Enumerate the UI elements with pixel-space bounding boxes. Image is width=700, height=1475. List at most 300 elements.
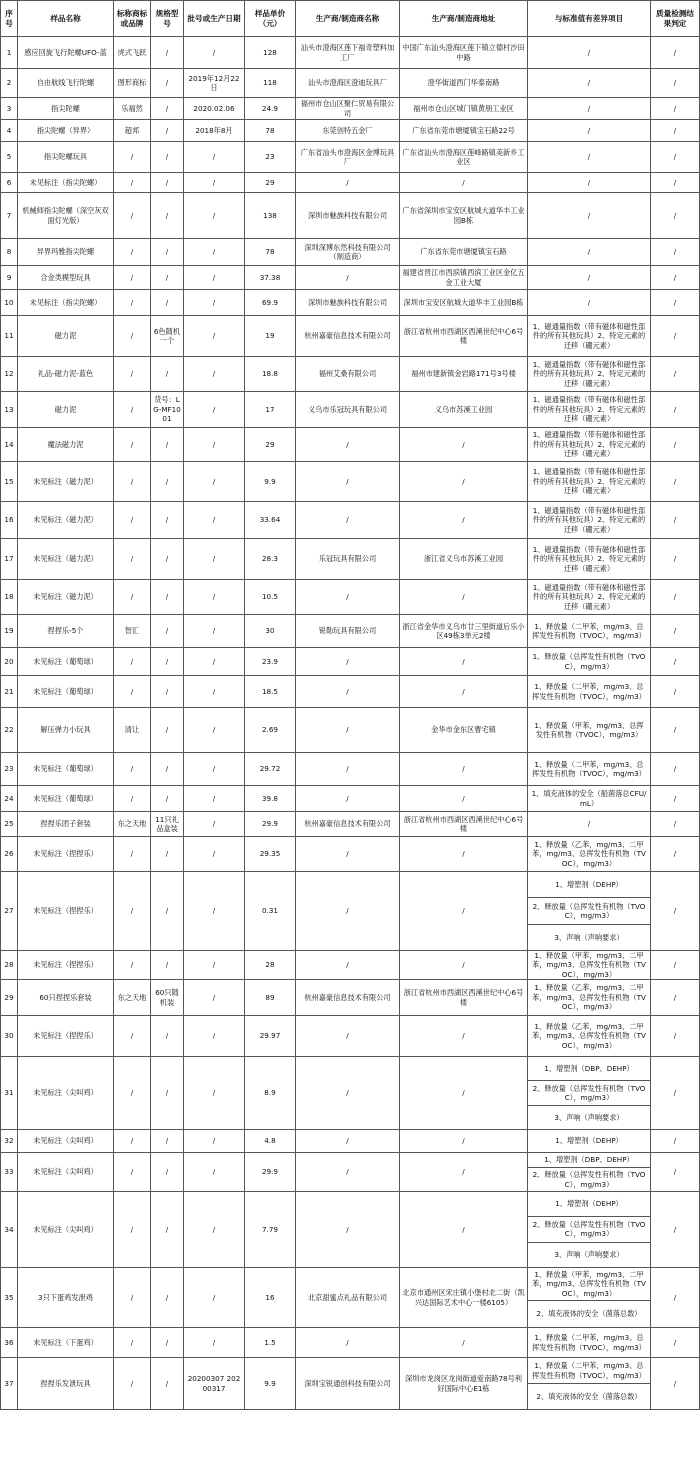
- brand-cell: /: [114, 872, 151, 951]
- table-row: [1, 142, 700, 173]
- manufacturer-name-cell: /: [296, 1130, 400, 1153]
- brand-cell: /: [114, 786, 151, 812]
- diff-items-cell: [528, 428, 651, 462]
- diff-item: /: [587, 78, 591, 88]
- sample-no-cell: 32: [1, 1130, 18, 1153]
- sample-no-cell: 27: [1, 872, 18, 951]
- sample-no-cell: 15: [1, 462, 18, 502]
- header-result: 质量检测结果判定: [651, 1, 700, 37]
- sample-name-cell: 捏捏乐-5个: [18, 615, 114, 648]
- unit-price-cell: 2.69: [245, 708, 296, 753]
- spec-model-cell: /: [151, 615, 184, 648]
- batch-date-cell: /: [184, 615, 245, 648]
- manufacturer-name-cell: /: [296, 648, 400, 676]
- manufacturer-name-cell: /: [296, 580, 400, 615]
- table-row: [1, 708, 700, 753]
- manufacturer-name-cell: /: [296, 786, 400, 812]
- diff-item: /: [587, 210, 591, 220]
- sample-no-cell: 31: [1, 1057, 18, 1130]
- batch-date-cell: /: [184, 872, 245, 951]
- header-spec-model: 规格型号: [151, 1, 184, 37]
- manufacturer-name-cell: /: [296, 502, 400, 539]
- result-cell: /: [651, 239, 700, 266]
- diff-items-cell: [528, 980, 651, 1016]
- manufacturer-address-cell: /: [400, 872, 528, 951]
- diff-items-cell: [528, 812, 651, 837]
- brand-cell: /: [114, 1268, 151, 1328]
- diff-items-cell: [528, 173, 651, 193]
- manufacturer-name-cell: 北京甜蜜点礼品有限公司: [296, 1268, 400, 1328]
- manufacturer-address-cell: /: [400, 1057, 528, 1130]
- diff-item: 1、增塑剂（DEHP）: [555, 879, 623, 889]
- diff-items-cell: [528, 951, 651, 980]
- unit-price-cell: 28: [245, 951, 296, 980]
- sample-name-cell: 解压弹力小玩具: [18, 708, 114, 753]
- diff-item: 1、增塑剂（DBP、DEHP）: [544, 1063, 634, 1073]
- sample-name-cell: 未见标注（葡萄球）: [18, 753, 114, 786]
- batch-date-cell: /: [184, 462, 245, 502]
- spec-model-cell: /: [151, 1153, 184, 1192]
- sample-name-cell: 捏捏乐团子套装: [18, 812, 114, 837]
- table-row: [1, 1057, 700, 1130]
- result-cell: /: [651, 1328, 700, 1358]
- brand-cell: /: [114, 837, 151, 872]
- table-row: [1, 266, 700, 290]
- unit-price-cell: 118: [245, 69, 296, 98]
- table-row: [1, 1016, 700, 1057]
- unit-price-cell: 69.9: [245, 290, 296, 316]
- brand-cell: 清让: [114, 708, 151, 753]
- manufacturer-name-cell: 东莞创特五金厂: [296, 120, 400, 142]
- manufacturer-name-cell: 汕头市澄海区莲下福奇塑料加工厂: [296, 37, 400, 69]
- diff-item: 1、释放量（二甲苯，mg/m3、总挥发性有机物（TVOC），mg/m3）: [532, 1333, 646, 1352]
- manufacturer-name-cell: /: [296, 1328, 400, 1358]
- table-row: [1, 69, 700, 98]
- sample-name-cell: 感应回旋飞行陀螺UFO-蓝: [18, 37, 114, 69]
- batch-date-cell: /: [184, 239, 245, 266]
- brand-cell: /: [114, 1153, 151, 1192]
- batch-date-cell: /: [184, 193, 245, 239]
- diff-items-cell: [528, 539, 651, 580]
- sample-no-cell: 20: [1, 648, 18, 676]
- brand-cell: /: [114, 290, 151, 316]
- diff-item: 3、声响（声响要求）: [528, 1105, 650, 1129]
- batch-date-cell: 20200307 20200317: [184, 1358, 245, 1410]
- table-row: [1, 951, 700, 980]
- diff-items-cell: [528, 37, 651, 69]
- sample-no-cell: 10: [1, 290, 18, 316]
- sample-no-cell: 2: [1, 69, 18, 98]
- table-row: [1, 812, 700, 837]
- diff-item: 1、释放量（乙苯，mg/m3、二甲苯，mg/m3、总挥发性有机物（TVOC），mg/m3）: [532, 1021, 646, 1050]
- sample-no-cell: 22: [1, 708, 18, 753]
- sample-no-cell: 33: [1, 1153, 18, 1192]
- unit-price-cell: 17: [245, 392, 296, 428]
- manufacturer-address-cell: 义乌市苏溪工业园: [400, 392, 528, 428]
- diff-items-cell: [528, 708, 651, 753]
- batch-date-cell: /: [184, 1130, 245, 1153]
- spec-model-cell: /: [151, 539, 184, 580]
- manufacturer-name-cell: /: [296, 708, 400, 753]
- sample-name-cell: 未见标注（尖叫鸡）: [18, 1153, 114, 1192]
- diff-item: 1、磁通量指数（带有磁体和磁性部件的所有其他玩具）2、特定元素的迁移（硼元素）: [532, 582, 646, 611]
- sample-no-cell: 30: [1, 1016, 18, 1057]
- table-row: [1, 753, 700, 786]
- result-cell: /: [651, 615, 700, 648]
- sample-name-cell: 60只捏捏乐套装: [18, 980, 114, 1016]
- manufacturer-address-cell: /: [400, 1328, 528, 1358]
- diff-items-cell: [528, 1130, 651, 1153]
- manufacturer-address-cell: 浙江省杭州市西湖区西溪世纪中心6号楼: [400, 980, 528, 1016]
- diff-item: 1、磁通量指数（带有磁体和磁性部件的所有其他玩具）2、特定元素的迁移（硼元素）: [532, 544, 646, 573]
- manufacturer-name-cell: /: [296, 1057, 400, 1130]
- manufacturer-name-cell: /: [296, 1016, 400, 1057]
- brand-cell: 虎式飞跃: [114, 37, 151, 69]
- spec-model-cell: /: [151, 1358, 184, 1410]
- diff-item: 1、填充液体的安全（船菌落总CFU/mL）: [531, 789, 647, 808]
- unit-price-cell: 29: [245, 173, 296, 193]
- spec-model-cell: /: [151, 142, 184, 173]
- unit-price-cell: 29.35: [245, 837, 296, 872]
- brand-cell: /: [114, 1192, 151, 1268]
- result-cell: /: [651, 1192, 700, 1268]
- result-cell: /: [651, 1358, 700, 1410]
- diff-item: 2、填充液体的安全（菌落总数）: [528, 1383, 650, 1409]
- sample-no-cell: 11: [1, 316, 18, 357]
- brand-cell: /: [114, 316, 151, 357]
- manufacturer-address-cell: /: [400, 648, 528, 676]
- diff-item: 2、释放量（总挥发性有机物（TVOC），mg/m3）: [528, 1216, 650, 1241]
- diff-items-cell: [528, 316, 651, 357]
- diff-items-cell: [528, 837, 651, 872]
- manufacturer-address-cell: /: [400, 173, 528, 193]
- batch-date-cell: /: [184, 1016, 245, 1057]
- spec-model-cell: /: [151, 1328, 184, 1358]
- sample-no-cell: 16: [1, 502, 18, 539]
- brand-cell: /: [114, 173, 151, 193]
- result-cell: /: [651, 648, 700, 676]
- spec-model-cell: /: [151, 502, 184, 539]
- sample-no-cell: 14: [1, 428, 18, 462]
- spec-model-cell: /: [151, 357, 184, 392]
- brand-cell: /: [114, 951, 151, 980]
- spec-model-cell: /: [151, 290, 184, 316]
- manufacturer-name-cell: /: [296, 676, 400, 708]
- batch-date-cell: /: [184, 502, 245, 539]
- manufacturer-name-cell: 杭州嘉豪信息技术有限公司: [296, 316, 400, 357]
- diff-item: 1、增塑剂（DEHP）: [555, 1136, 623, 1146]
- diff-items-cell: [528, 69, 651, 98]
- spec-model-cell: /: [151, 266, 184, 290]
- unit-price-cell: 9.9: [245, 1358, 296, 1410]
- table-body: [1, 37, 700, 1410]
- sample-no-cell: 29: [1, 980, 18, 1016]
- unit-price-cell: 18.8: [245, 357, 296, 392]
- manufacturer-address-cell: 浙江省杭州市西湖区西溪世纪中心6号楼: [400, 316, 528, 357]
- brand-cell: 乐福然: [114, 98, 151, 120]
- manufacturer-name-cell: 杭州嘉豪信息技术有限公司: [296, 812, 400, 837]
- spec-model-cell: /: [151, 428, 184, 462]
- sample-no-cell: 35: [1, 1268, 18, 1328]
- sample-no-cell: 1: [1, 37, 18, 69]
- unit-price-cell: 29.72: [245, 753, 296, 786]
- sample-no-cell: 26: [1, 837, 18, 872]
- batch-date-cell: /: [184, 142, 245, 173]
- diff-items-cell: [528, 1057, 651, 1130]
- result-cell: /: [651, 676, 700, 708]
- result-cell: /: [651, 786, 700, 812]
- manufacturer-address-cell: 深圳市龙岗区龙岗街道爱南路78号利好国际中心E1栋: [400, 1358, 528, 1410]
- diff-item: 1、释放量（甲苯，mg/m3、二甲苯，mg/m3、总挥发性有机物（TVOC），mg/m3）: [532, 950, 646, 979]
- sample-no-cell: 13: [1, 392, 18, 428]
- unit-price-cell: 18.5: [245, 676, 296, 708]
- diff-item: 2、释放量（总挥发性有机物（TVOC），mg/m3）: [528, 1167, 650, 1191]
- table-row: [1, 290, 700, 316]
- diff-item: 3、声响（声响要求）: [528, 1242, 650, 1267]
- batch-date-cell: /: [184, 708, 245, 753]
- sample-name-cell: 未见标注（葡萄球）: [18, 648, 114, 676]
- unit-price-cell: 89: [245, 980, 296, 1016]
- sample-name-cell: 捏捏乐发泄玩具: [18, 1358, 114, 1410]
- manufacturer-address-cell: 广东省汕头市澄海区莲峰路镇美新乡工业区: [400, 142, 528, 173]
- result-cell: /: [651, 428, 700, 462]
- table-row: [1, 193, 700, 239]
- sample-name-cell: 3只下蛋鸡发泄鸡: [18, 1268, 114, 1328]
- result-cell: /: [651, 142, 700, 173]
- unit-price-cell: 1.5: [245, 1328, 296, 1358]
- diff-items-cell: [528, 580, 651, 615]
- table-row: [1, 580, 700, 615]
- diff-items-cell: [528, 142, 651, 173]
- spec-model-cell: /: [151, 580, 184, 615]
- manufacturer-address-cell: 广东省深圳市宝安区航城大道华丰工业园B栋: [400, 193, 528, 239]
- manufacturer-address-cell: 浙江省杭州市西湖区西溪世纪中心6号楼: [400, 812, 528, 837]
- diff-item: 1、释放量（二甲苯，mg/m3、总挥发性有机物（TVOC），mg/m3）: [532, 682, 646, 701]
- sample-name-cell: 未见标注（磁力泥）: [18, 462, 114, 502]
- spec-model-cell: /: [151, 872, 184, 951]
- spec-model-cell: /: [151, 193, 184, 239]
- manufacturer-name-cell: 义乌市乐冠玩具有限公司: [296, 392, 400, 428]
- manufacturer-address-cell: 福州市仓山区城门镇黄朋工业区: [400, 98, 528, 120]
- result-cell: /: [651, 462, 700, 502]
- diff-items-cell: [528, 1328, 651, 1358]
- manufacturer-name-cell: /: [296, 266, 400, 290]
- batch-date-cell: /: [184, 1153, 245, 1192]
- manufacturer-address-cell: /: [400, 502, 528, 539]
- result-cell: /: [651, 290, 700, 316]
- diff-items-cell: [528, 357, 651, 392]
- result-cell: /: [651, 1153, 700, 1192]
- manufacturer-address-cell: 北京市通州区宋庄镇小堡村北二街（凯兴达国际艺术中心一楼6105）: [400, 1268, 528, 1328]
- diff-item: 2、释放量（总挥发性有机物（TVOC），mg/m3）: [528, 1080, 650, 1104]
- manufacturer-name-cell: 深圳市魅族科技有限公司: [296, 290, 400, 316]
- spec-model-cell: /: [151, 1268, 184, 1328]
- unit-price-cell: 16: [245, 1268, 296, 1328]
- diff-item: /: [587, 177, 591, 187]
- unit-price-cell: 23: [245, 142, 296, 173]
- table-row: [1, 539, 700, 580]
- result-cell: /: [651, 120, 700, 142]
- header-brand: 标称商标或品牌: [114, 1, 151, 37]
- brand-cell: /: [114, 1016, 151, 1057]
- table-row: [1, 1192, 700, 1268]
- spec-model-cell: /: [151, 37, 184, 69]
- brand-cell: /: [114, 142, 151, 173]
- sample-no-cell: 19: [1, 615, 18, 648]
- table-row: [1, 615, 700, 648]
- diff-item: 1、增塑剂（DEHP）: [555, 1199, 623, 1209]
- result-cell: /: [651, 708, 700, 753]
- diff-item: 1、释放量（乙苯，mg/m3、二甲苯，mg/m3、总挥发性有机物（TVOC），mg/m3）: [532, 839, 646, 868]
- header-manufacturer-name: 生产商/制造商名称: [296, 1, 400, 37]
- diff-item: /: [587, 272, 591, 282]
- diff-item: /: [587, 819, 591, 829]
- batch-date-cell: /: [184, 812, 245, 837]
- batch-date-cell: /: [184, 951, 245, 980]
- spec-model-cell: /: [151, 951, 184, 980]
- result-cell: /: [651, 837, 700, 872]
- header-manufacturer-address: 生产商/制造商地址: [400, 1, 528, 37]
- result-cell: /: [651, 580, 700, 615]
- diff-items-cell: [528, 753, 651, 786]
- sample-no-cell: 36: [1, 1328, 18, 1358]
- result-cell: /: [651, 1130, 700, 1153]
- manufacturer-name-cell: /: [296, 1192, 400, 1268]
- sample-no-cell: 5: [1, 142, 18, 173]
- unit-price-cell: 28.3: [245, 539, 296, 580]
- diff-item: 1、磁通量指数（带有磁体和磁性部件的所有其他玩具）2、特定元素的迁移（硼元素）: [532, 430, 646, 459]
- result-cell: /: [651, 392, 700, 428]
- table-row: [1, 316, 700, 357]
- brand-cell: /: [114, 462, 151, 502]
- table-row: [1, 1358, 700, 1410]
- brand-cell: /: [114, 753, 151, 786]
- diff-item: 1、磁通量指数（带有磁体和磁性部件的所有其他玩具）2、特定元素的迁移（硼元素）: [532, 359, 646, 388]
- sample-no-cell: 4: [1, 120, 18, 142]
- diff-item: 2、填充液体的安全（菌落总数）: [528, 1300, 650, 1327]
- sample-name-cell: 未见标注（磁力泥）: [18, 539, 114, 580]
- diff-item: 1、磁通量指数（带有磁体和磁性部件的所有其他玩具）2、特定元素的迁移（硼元素）: [532, 505, 646, 534]
- manufacturer-address-cell: 澄华街道西门华泰南路: [400, 69, 528, 98]
- unit-price-cell: 78: [245, 120, 296, 142]
- spec-model-cell: /: [151, 1130, 184, 1153]
- table-row: [1, 462, 700, 502]
- unit-price-cell: 24.9: [245, 98, 296, 120]
- diff-items-cell: [528, 872, 651, 951]
- batch-date-cell: /: [184, 837, 245, 872]
- brand-cell: /: [114, 1328, 151, 1358]
- batch-date-cell: /: [184, 37, 245, 69]
- brand-cell: /: [114, 648, 151, 676]
- sample-name-cell: 未见标注（下蛋鸡）: [18, 1328, 114, 1358]
- manufacturer-address-cell: /: [400, 786, 528, 812]
- result-cell: /: [651, 1268, 700, 1328]
- result-cell: /: [651, 173, 700, 193]
- manufacturer-name-cell: /: [296, 1153, 400, 1192]
- manufacturer-address-cell: 福州市建新镇金岩路171号3号楼: [400, 357, 528, 392]
- sample-no-cell: 34: [1, 1192, 18, 1268]
- table-row: [1, 98, 700, 120]
- header-diff-items: 与标准值有差异项目: [528, 1, 651, 37]
- result-cell: /: [651, 266, 700, 290]
- spec-model-cell: /: [151, 173, 184, 193]
- manufacturer-name-cell: 乐冠玩具有限公司: [296, 539, 400, 580]
- manufacturer-address-cell: /: [400, 1130, 528, 1153]
- table-row: [1, 648, 700, 676]
- batch-date-cell: /: [184, 428, 245, 462]
- manufacturer-address-cell: /: [400, 462, 528, 502]
- header-unit-price: 样品单价（元）: [245, 1, 296, 37]
- sample-no-cell: 6: [1, 173, 18, 193]
- sample-name-cell: 磁力泥: [18, 392, 114, 428]
- sample-name-cell: 未见标注（捏捏乐）: [18, 837, 114, 872]
- diff-items-cell: [528, 120, 651, 142]
- sample-name-cell: 合金类模型玩具: [18, 266, 114, 290]
- result-cell: /: [651, 69, 700, 98]
- diff-items-cell: [528, 290, 651, 316]
- manufacturer-address-cell: 广东省东莞市塘厦镇宝石路22号: [400, 120, 528, 142]
- batch-date-cell: /: [184, 316, 245, 357]
- sample-name-cell: 指尖陀螺（异界）: [18, 120, 114, 142]
- brand-cell: /: [114, 239, 151, 266]
- diff-items-cell: [528, 193, 651, 239]
- unit-price-cell: 9.9: [245, 462, 296, 502]
- manufacturer-address-cell: /: [400, 837, 528, 872]
- spec-model-cell: /: [151, 708, 184, 753]
- manufacturer-address-cell: /: [400, 753, 528, 786]
- sample-name-cell: 未见标注（葡萄球）: [18, 786, 114, 812]
- spec-model-cell: /: [151, 69, 184, 98]
- sample-name-cell: 礼品-磁力泥-蓝色: [18, 357, 114, 392]
- spec-model-cell: /: [151, 648, 184, 676]
- spec-model-cell: /: [151, 676, 184, 708]
- table-row: [1, 786, 700, 812]
- manufacturer-name-cell: 福州艾桑有限公司: [296, 357, 400, 392]
- batch-date-cell: /: [184, 392, 245, 428]
- sample-no-cell: 21: [1, 676, 18, 708]
- unit-price-cell: 78: [245, 239, 296, 266]
- sample-name-cell: 未见标注（捏捏乐）: [18, 1016, 114, 1057]
- unit-price-cell: 23.9: [245, 648, 296, 676]
- spec-model-cell: /: [151, 1192, 184, 1268]
- unit-price-cell: 33.64: [245, 502, 296, 539]
- spec-model-cell: 11只礼品盒装: [151, 812, 184, 837]
- diff-items-cell: [528, 786, 651, 812]
- manufacturer-name-cell: 汕头市澄海区澄迪玩具厂: [296, 69, 400, 98]
- sample-name-cell: 未见标注（磁力泥）: [18, 580, 114, 615]
- sample-name-cell: 未见标注（尖叫鸡）: [18, 1130, 114, 1153]
- sample-no-cell: 3: [1, 98, 18, 120]
- sample-no-cell: 24: [1, 786, 18, 812]
- spec-model-cell: /: [151, 753, 184, 786]
- batch-date-cell: /: [184, 1328, 245, 1358]
- batch-date-cell: /: [184, 980, 245, 1016]
- sample-no-cell: 37: [1, 1358, 18, 1410]
- table-row: [1, 1268, 700, 1328]
- table-row: [1, 239, 700, 266]
- brand-cell: /: [114, 1358, 151, 1410]
- unit-price-cell: 4.8: [245, 1130, 296, 1153]
- diff-items-cell: [528, 1268, 651, 1328]
- brand-cell: /: [114, 193, 151, 239]
- unit-price-cell: 29: [245, 428, 296, 462]
- diff-item: 1、磁通量指数（带有磁体和磁性部件的所有其他玩具）2、特定元素的迁移（硼元素）: [532, 321, 646, 350]
- result-cell: /: [651, 753, 700, 786]
- spec-model-cell: /: [151, 1057, 184, 1130]
- diff-items-cell: [528, 615, 651, 648]
- sample-no-cell: 23: [1, 753, 18, 786]
- brand-cell: /: [114, 676, 151, 708]
